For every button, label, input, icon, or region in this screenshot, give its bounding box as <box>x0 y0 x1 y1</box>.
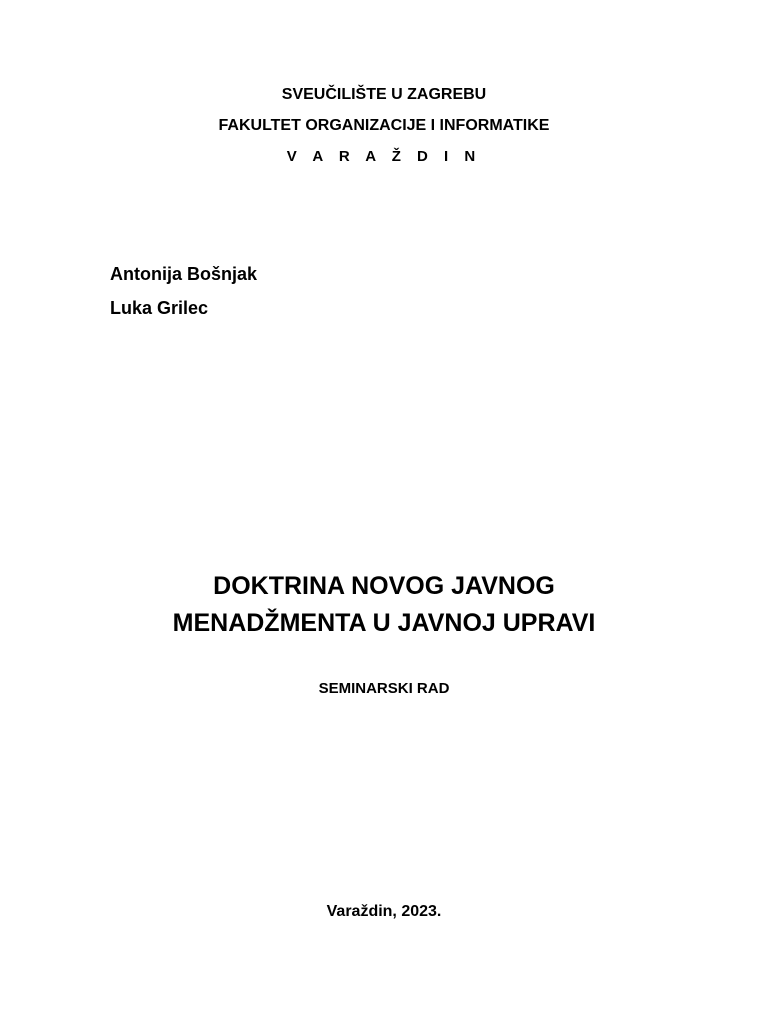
place-and-date: Varaždin, 2023. <box>326 903 442 920</box>
author-name: Antonija Bošnjak <box>110 264 258 284</box>
document-title <box>0 568 768 642</box>
author-name: Luka Grilec <box>110 298 209 318</box>
title-line-1: DOKTRINA NOVOG JAVNOG <box>213 572 555 600</box>
faculty-name: FAKULTET ORGANIZACIJE I INFORMATIKE <box>218 117 550 134</box>
title-line-2: MENADŽMENTA U JAVNOJ UPRAVI <box>172 609 596 637</box>
university-name: SVEUČILIŠTE U ZAGREBU <box>281 86 487 103</box>
city-name: V A R A Ž D I N <box>286 148 482 165</box>
document-type: SEMINARSKI RAD <box>318 680 450 697</box>
